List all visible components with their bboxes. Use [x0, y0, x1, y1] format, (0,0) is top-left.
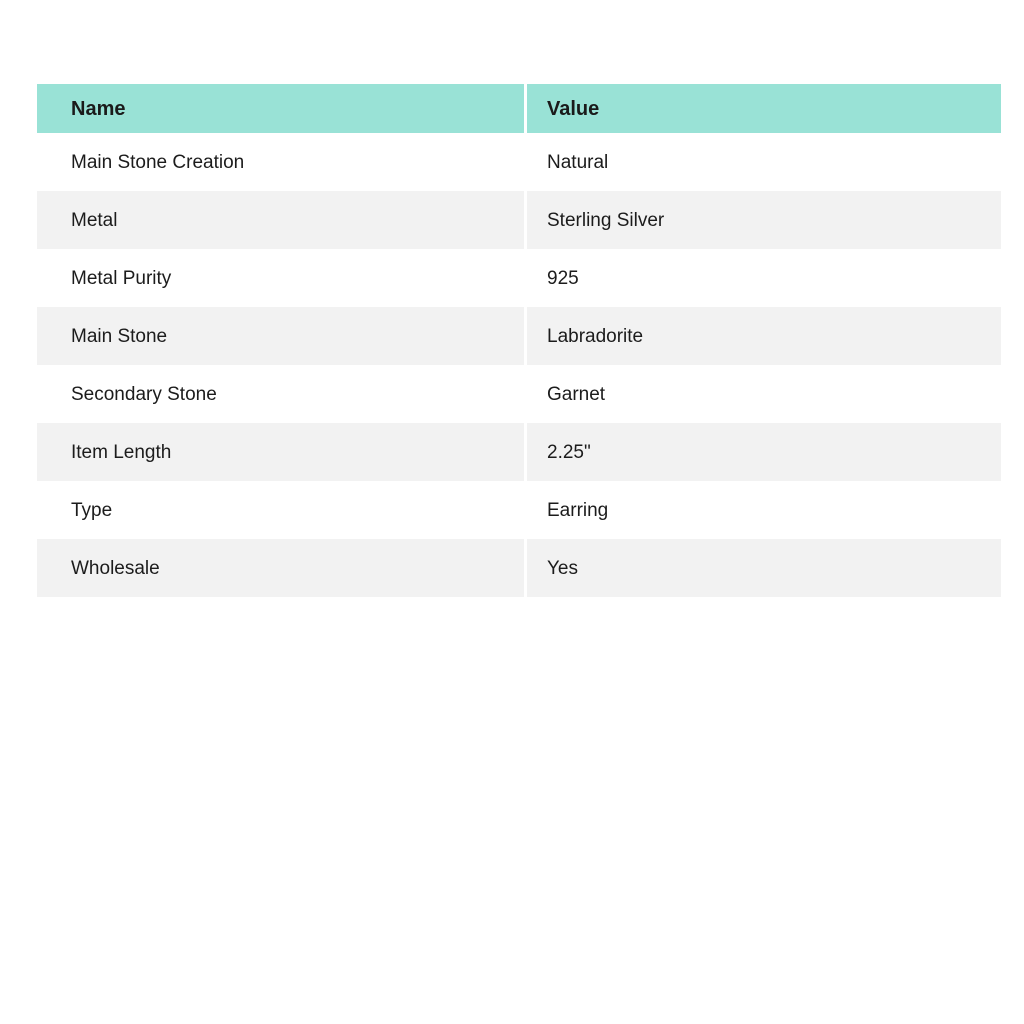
table-row [37, 133, 1001, 191]
table-row [37, 191, 1001, 249]
table-row [37, 365, 1001, 423]
spec-name: Metal Purity [71, 267, 172, 289]
table-header-row [37, 84, 1001, 133]
column-header-name: Name [71, 97, 126, 120]
spec-name: Item Length [71, 441, 172, 463]
column-header-value: Value [524, 84, 1001, 133]
spec-name: Main Stone [71, 325, 168, 347]
spec-name: Main Stone Creation [71, 151, 245, 173]
spec-name: Wholesale [71, 557, 160, 579]
spec-value: 925 [524, 249, 1001, 307]
table-row [37, 249, 1001, 307]
table-row [37, 423, 1001, 481]
table-row [37, 539, 1001, 597]
spec-value: Earring [524, 481, 1001, 539]
spec-name: Type [71, 499, 113, 521]
table-row [37, 481, 1001, 539]
spec-name: Metal [71, 209, 118, 231]
product-spec-table [37, 84, 1001, 597]
table-row [37, 307, 1001, 365]
spec-value: Labradorite [524, 307, 1001, 365]
spec-value: Garnet [524, 365, 1001, 423]
spec-value: Natural [524, 133, 1001, 191]
spec-value: Yes [524, 539, 1001, 597]
spec-value: 2.25" [524, 423, 1001, 481]
spec-value: Sterling Silver [524, 191, 1001, 249]
spec-name: Secondary Stone [71, 383, 217, 405]
